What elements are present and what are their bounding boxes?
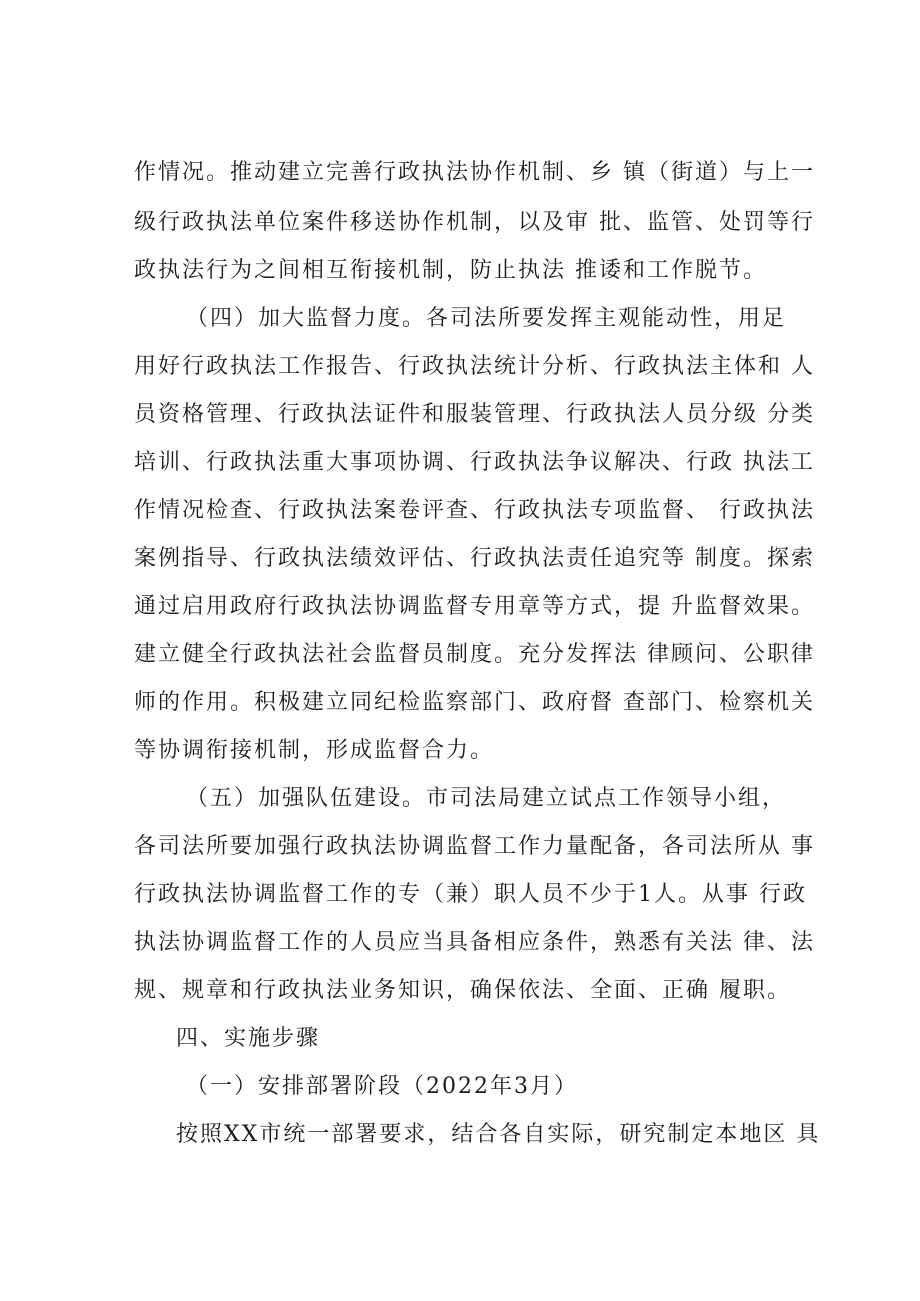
body-text-line: 执法协调监督工作的人员应当具备相应条件，熟悉有关法 律、法 [134,930,815,955]
body-text-line: 师的作用。积极建立同纪检监察部门、政府督 查部门、检察机关 [134,690,815,715]
body-text-line: 各司法所要加强行政执法协调监督工作力量配备，各司法所从 事 [134,834,815,859]
body-text-line: 员资格管理、行政执法证件和服装管理、行政执法人员分级 分类 [134,402,815,427]
body-text-line: 作情况。推动建立完善行政执法协作机制、乡 镇（街道）与上一 [134,160,815,185]
section-heading: 四、实施步骤 [176,1026,321,1051]
body-text-line: 培训、行政执法重大事项协调、行政执法争议解决、行政 执法工 [134,450,815,475]
body-text-line: 建立健全行政执法社会监督员制度。充分发挥法 律顾问、公职律 [134,642,815,667]
body-text-line: 用好行政执法工作报告、行政执法统计分析、行政执法主体和 人 [134,354,815,379]
section-paragraph-start: （四）加大监督力度。各司法所要发挥主观能动性，用足 [186,306,787,331]
body-text-line: 案例指导、行政执法绩效评估、行政执法责任追究等 制度。探索 [134,546,815,571]
body-text-line: 等协调衔接机制，形成监督合力。 [134,738,495,763]
body-text-line: 通过启用政府行政执法协调监督专用章等方式，提 升监督效果。 [134,594,815,619]
body-text-line: 按照XX市统一部署要求，结合各自实际，研究制定本地区 具 [176,1122,821,1147]
subsection-heading: （一）安排部署阶段（2022年3月） [186,1074,578,1099]
body-text-line: 行政执法协调监督工作的专（兼）职人员不少于1人。从事 行政 [134,882,807,907]
body-text-line: 政执法行为之间相互衔接机制，防止执法 推诿和工作脱节。 [134,258,767,283]
body-text-line: 级行政执法单位案件移送协作机制，以及审 批、监管、处罚等行 [134,210,815,235]
body-text-line: 作情况检查、行政执法案卷评查、行政执法专项监督、 行政执法 [134,498,815,523]
section-paragraph-start: （五）加强队伍建设。市司法局建立试点工作领导小组， [186,786,787,811]
body-text-line: 规、规章和行政执法业务知识，确保依法、全面、正确 履职。 [134,978,791,1003]
